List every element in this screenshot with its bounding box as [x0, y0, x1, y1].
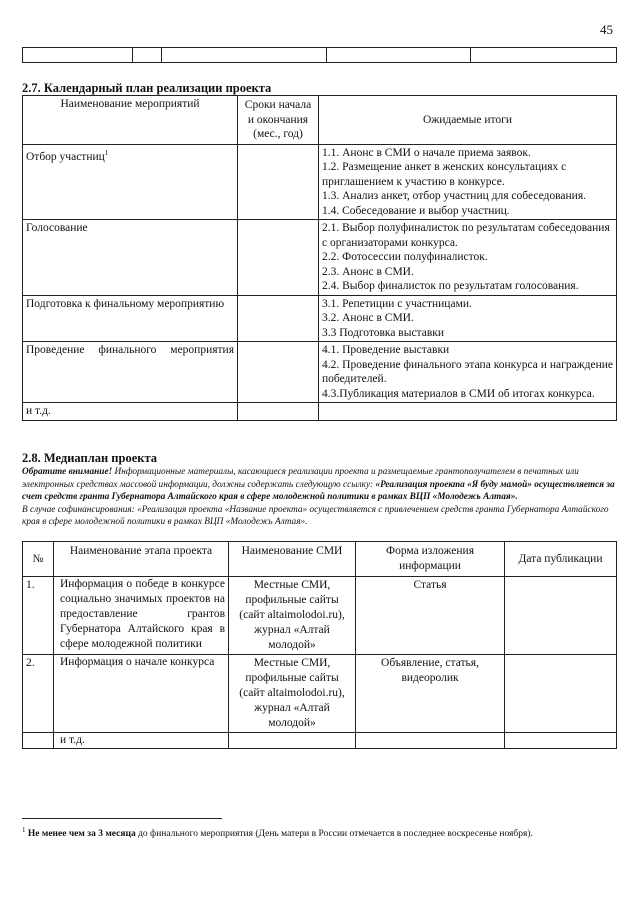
- event-name: Проведение финального мероприятия: [23, 342, 238, 403]
- event-name: Голосование: [23, 220, 238, 296]
- media-name: Местные СМИ, профильные сайты (сайт altaimolodoi.ru), журнал «Алтай молодой»: [229, 577, 356, 655]
- publication-date: [505, 733, 617, 749]
- result-item: 4.1. Проведение выставки: [322, 344, 450, 356]
- note-quote: «Реализация проекта «Я буду мамой» осуществляется за счет средств гранта Губернатора Алтайского края в сфере молодежной политики в рамках ВЦП «Молодежь Алтая».: [22, 479, 615, 502]
- result-item: 1.2. Размещение анкет в женских консультациях с приглашением к участию в конкурсе.: [322, 161, 567, 188]
- table-row: [23, 403, 617, 421]
- result-item: 1.4. Собеседование и выбор участниц.: [322, 204, 510, 217]
- result-item: 3.2. Анонс в СМИ.: [322, 312, 414, 324]
- page-number: 45: [600, 22, 613, 37]
- row-number: 1.: [23, 577, 54, 655]
- media-plan-heading: 2.8. Медиаплан проекта: [22, 451, 157, 465]
- event-results: [319, 342, 617, 403]
- table-row: [23, 144, 617, 220]
- note-cofinancing: В случае софинансирования: «Реализация проекта «Название проекта» осуществляется с привлечением средств гранта Губернатора Алтайского края в сфере молодежной политики в рамках ВЦП «Молодежь Алтая».: [22, 504, 609, 527]
- event-results: [319, 144, 617, 220]
- result-item: 3.3 Подготовка выставки: [322, 326, 445, 339]
- col-header-events: Наименование мероприятий: [23, 96, 238, 145]
- stage-name: Информация о победе в конкурсе социально значимых проектов на предоставление грантов Губернатора Алтайского края в сфере молодежной политики: [54, 577, 229, 655]
- event-results: [319, 295, 617, 342]
- col-header-dates: Сроки начала и окончания (мес., год): [238, 96, 319, 145]
- media-name: Местные СМИ, профильные сайты (сайт altaimolodoi.ru), журнал «Алтай молодой»: [229, 655, 356, 733]
- footnote-text: до финального мероприятия (День матери в России отмечается в последнее воскресенье ноября).: [135, 829, 533, 840]
- media-plan-note: [22, 466, 618, 529]
- event-dates: [238, 342, 319, 403]
- footnote-bold: Не менее чем за 3 месяца: [27, 829, 136, 840]
- publication-date: [505, 655, 617, 733]
- event-dates: [238, 144, 319, 220]
- result-item: 1.3. Анализ анкет, отбор участниц для собеседования.: [322, 190, 586, 202]
- footnote-ref: 1: [104, 148, 109, 157]
- event-results: [319, 403, 617, 421]
- info-form: [356, 733, 505, 749]
- result-item: 2.3. Анонс в СМИ.: [322, 265, 414, 278]
- calendar-plan-heading: 2.7. Календарный план реализации проекта: [22, 81, 272, 95]
- event-dates: [238, 403, 319, 421]
- result-item: 1.1. Анонс в СМИ о начале приема заявок.: [322, 146, 531, 159]
- row-number: [23, 733, 54, 749]
- table-header-row: [23, 542, 617, 577]
- result-item: 3.1. Репетиции с участницами.: [322, 297, 472, 310]
- stage-name: Информация о начале конкурса: [54, 655, 229, 733]
- info-form: Статья: [356, 577, 505, 655]
- table-row: [23, 220, 617, 296]
- calendar-plan-table: [22, 95, 617, 421]
- col-header-results: Ожидаемые итоги: [319, 96, 617, 145]
- continued-table-fragment: [22, 47, 617, 63]
- publication-date: [505, 577, 617, 655]
- media-name: [229, 733, 356, 749]
- event-name: Подготовка к финальному мероприятию: [23, 295, 238, 342]
- col-header-form: Форма изложения информации: [356, 542, 505, 577]
- table-row: [23, 295, 617, 342]
- media-plan-table: [22, 541, 617, 749]
- result-item: 2.4. Выбор финалисток по результатам голосования.: [322, 280, 579, 292]
- event-name: и т.д.: [23, 403, 238, 421]
- table-row: [23, 342, 617, 403]
- event-dates: [238, 295, 319, 342]
- table-row: [23, 577, 617, 655]
- col-header-date: Дата публикации: [505, 542, 617, 577]
- note-attention: Обратите внимание!: [22, 467, 113, 477]
- result-item: 4.3.Публикация материалов в СМИ об итогах конкурса.: [322, 387, 595, 400]
- footnote: [22, 824, 618, 841]
- stage-name: и т.д.: [54, 733, 229, 749]
- table-row: [23, 733, 617, 749]
- col-header-num: №: [23, 542, 54, 577]
- note-text: Информационные материалы, касающиеся реализации проекта и размещаемые грантополучателем в печатных или электронных средствах массовой информации, должны содержать следующую ссылку:: [22, 467, 579, 490]
- result-item: 2.2. Фотосессии полуфиналисток.: [322, 251, 488, 263]
- table-row: [23, 655, 617, 733]
- event-dates: [238, 220, 319, 296]
- col-header-stage: Наименование этапа проекта: [54, 542, 229, 577]
- event-name: Отбор участниц$^1$: [23, 144, 238, 220]
- col-header-media: Наименование СМИ: [229, 542, 356, 577]
- result-item: 4.2. Проведение финального этапа конкурса и награждение победителей.: [322, 358, 613, 385]
- result-item: 2.1. Выбор полуфиналисток по результатам собеседования с организаторами конкурса.: [322, 222, 610, 249]
- table-header-row: [23, 96, 617, 145]
- event-results: [319, 220, 617, 296]
- footnote-separator: [22, 818, 222, 819]
- info-form: Объявление, статья, видеоролик: [356, 655, 505, 733]
- footnote-mark: 1: [22, 826, 26, 834]
- row-number: 2.: [23, 655, 54, 733]
